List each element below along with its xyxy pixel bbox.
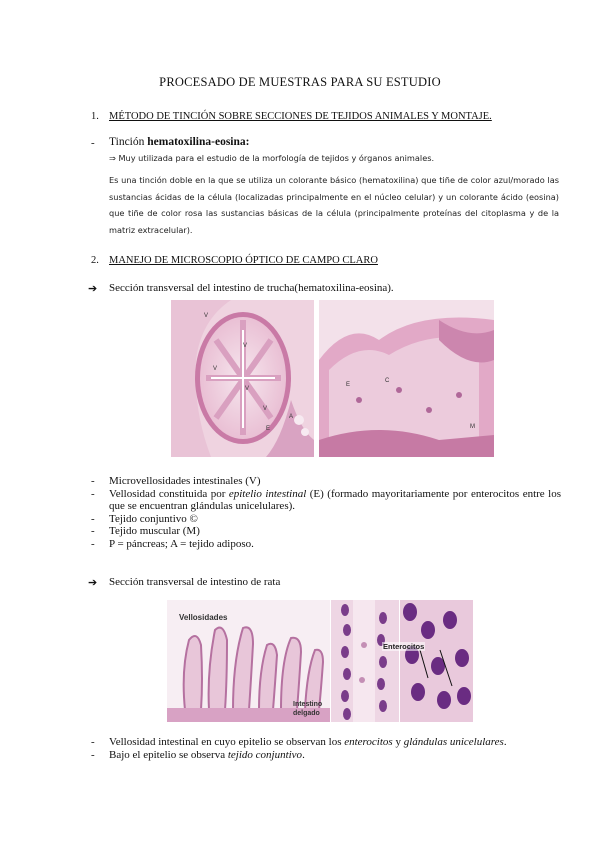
rata-image-left bbox=[167, 600, 330, 722]
section-2-heading: MANEJO DE MICROSCOPIO ÓPTICO DE CAMPO CLARO bbox=[109, 255, 378, 266]
rata-arrow-icon: ➔ bbox=[88, 577, 98, 589]
tincion-arrow-line: ⇒ Muy utilizada para el estudio de la morfología de tejidos y órganos animales. bbox=[109, 153, 435, 163]
tincion-prefix: Tinción bbox=[109, 136, 148, 148]
svg-text:E: E bbox=[346, 382, 351, 388]
section-1-heading: MÉTODO DE TINCIÓN SOBRE SECCIONES DE TEJIDOS ANIMALES Y MONTAJE. bbox=[109, 111, 492, 122]
svg-text:C: C bbox=[385, 378, 390, 384]
page-title: PROCESADO DE MUESTRAS PARA SU ESTUDIO bbox=[159, 75, 441, 89]
tincion-heading bbox=[109, 136, 249, 148]
svg-text:V: V bbox=[213, 366, 218, 372]
rata-image-right bbox=[400, 600, 473, 722]
rata-image-middle bbox=[331, 600, 399, 722]
trucha-caption: Sección transversal del intestino de trucha(hematoxilina-eosina). bbox=[109, 282, 394, 294]
list-item: - Vellosidad intestinal en cuyo epitelio se observan los enterocitos y glándulas unicelulares. bbox=[91, 736, 507, 748]
vellosidades-label: Vellosidades bbox=[179, 613, 228, 622]
section-1-number: 1. bbox=[91, 111, 99, 122]
svg-text:V: V bbox=[204, 313, 209, 319]
trucha-image-left bbox=[171, 300, 314, 457]
svg-text:V: V bbox=[243, 343, 248, 349]
svg-text:V: V bbox=[263, 406, 268, 412]
svg-text:M: M bbox=[470, 424, 475, 430]
list-item: - Microvellosidades intestinales (V) bbox=[91, 475, 261, 487]
svg-text:A: A bbox=[289, 414, 294, 420]
tincion-bold: hematoxilina-eosina: bbox=[147, 136, 250, 148]
list-item: - Tejido conjuntivo © bbox=[91, 512, 198, 525]
intestino-label-1: Intestino bbox=[293, 701, 323, 708]
list-item: - Tejido muscular (M) bbox=[91, 525, 200, 538]
list-item: - Vellosidad constituida por epitelio intestinal (E) (formado mayoritariamente por enterocitos entre los que se encuentran glándulas unicelulares). bbox=[91, 487, 562, 513]
section-2-number: 2. bbox=[91, 255, 99, 266]
trucha-list bbox=[91, 475, 561, 551]
tincion-dash: - bbox=[91, 137, 95, 149]
trucha-arrow-icon: ➔ bbox=[88, 283, 98, 295]
list-item: - P = páncreas; A = tejido adiposo. bbox=[91, 537, 254, 550]
svg-text:E: E bbox=[266, 426, 271, 432]
enterocitos-label: Enterocitos bbox=[383, 642, 425, 651]
list-item: - Bajo el epitelio se observa tejido conjuntivo. bbox=[91, 748, 305, 761]
intestino-label-2: delgado bbox=[293, 710, 320, 717]
trucha-image-right bbox=[319, 300, 494, 457]
rata-caption: Sección transversal de intestino de rata bbox=[109, 576, 281, 588]
tincion-paragraph: Es una tinción doble en la que se utiliza un colorante básico (hematoxilina) que tiñe de color azul/morado las sustancias ácidas de la célula (localizadas principalmente en el núcleo celular) y un colorante ácido (eosina) que tiñe de color rosa las sustancias básicas de la célula (principalmente proteínas del citoplasma y de la matriz extracelular). bbox=[109, 175, 559, 235]
svg-text:V: V bbox=[245, 386, 250, 392]
rata-list bbox=[91, 736, 561, 761]
